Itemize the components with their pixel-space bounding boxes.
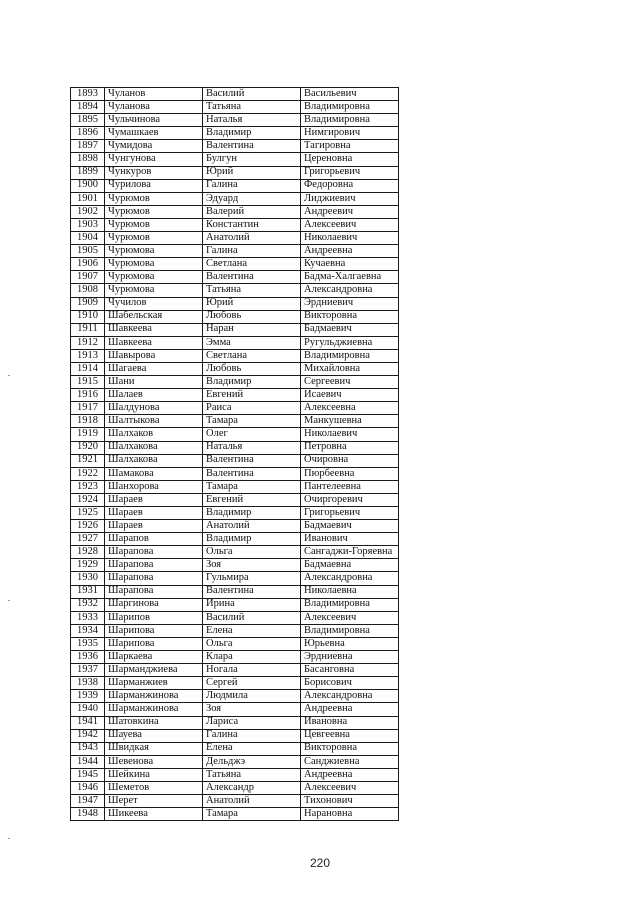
first-name-cell: Наталья	[203, 441, 301, 454]
row-number-cell: 1937	[71, 664, 105, 677]
table-row	[71, 428, 399, 441]
patronymic-cell: Васильевич	[301, 88, 399, 101]
first-name-cell: Эмма	[203, 336, 301, 349]
first-name-cell: Ирина	[203, 598, 301, 611]
patronymic-cell: Николаевич	[301, 232, 399, 245]
first-name-cell: Владимир	[203, 376, 301, 389]
first-name-cell: Наран	[203, 323, 301, 336]
last-name-cell: Чурюмова	[105, 271, 203, 284]
table-row	[71, 179, 399, 192]
first-name-cell: Елена	[203, 742, 301, 755]
row-number-cell: 1903	[71, 218, 105, 231]
last-name-cell: Шарапов	[105, 533, 203, 546]
first-name-cell: Валерий	[203, 205, 301, 218]
table-row	[71, 362, 399, 375]
table-row	[71, 454, 399, 467]
registry-table	[70, 87, 399, 821]
table-row	[71, 88, 399, 101]
patronymic-cell: Андреевич	[301, 205, 399, 218]
patronymic-cell: Андреевна	[301, 703, 399, 716]
row-number-cell: 1917	[71, 402, 105, 415]
last-name-cell: Шалхакова	[105, 454, 203, 467]
row-number-cell: 1920	[71, 441, 105, 454]
patronymic-cell: Алексеевич	[301, 781, 399, 794]
first-name-cell: Светлана	[203, 258, 301, 271]
table-row	[71, 192, 399, 205]
last-name-cell: Шалтыкова	[105, 415, 203, 428]
patronymic-cell: Александровна	[301, 690, 399, 703]
patronymic-cell: Цереновна	[301, 153, 399, 166]
row-number-cell: 1906	[71, 258, 105, 271]
patronymic-cell: Алексеевна	[301, 402, 399, 415]
last-name-cell: Чульчинова	[105, 114, 203, 127]
row-number-cell: 1911	[71, 323, 105, 336]
last-name-cell: Шеметов	[105, 781, 203, 794]
first-name-cell: Анатолий	[203, 795, 301, 808]
row-number-cell: 1932	[71, 598, 105, 611]
last-name-cell: Шараев	[105, 520, 203, 533]
page-number: 220	[309, 856, 331, 870]
table-row	[71, 493, 399, 506]
patronymic-cell: Владимировна	[301, 349, 399, 362]
row-number-cell: 1931	[71, 585, 105, 598]
first-name-cell: Наталья	[203, 114, 301, 127]
last-name-cell: Швидкая	[105, 742, 203, 755]
patronymic-cell: Владимировна	[301, 598, 399, 611]
row-number-cell: 1893	[71, 88, 105, 101]
table-row	[71, 467, 399, 480]
first-name-cell: Сергей	[203, 677, 301, 690]
row-number-cell: 1945	[71, 768, 105, 781]
last-name-cell: Шарапова	[105, 572, 203, 585]
table-row	[71, 651, 399, 664]
row-number-cell: 1894	[71, 101, 105, 114]
table-row	[71, 808, 399, 821]
first-name-cell: Евгений	[203, 389, 301, 402]
last-name-cell: Шанхорова	[105, 480, 203, 493]
patronymic-cell: Лиджиевич	[301, 192, 399, 205]
patronymic-cell: Очиргоревич	[301, 493, 399, 506]
last-name-cell: Чурюмова	[105, 284, 203, 297]
last-name-cell: Шаркаева	[105, 651, 203, 664]
patronymic-cell: Николаевич	[301, 428, 399, 441]
first-name-cell: Булгун	[203, 153, 301, 166]
row-number-cell: 1942	[71, 729, 105, 742]
last-name-cell: Шарманжинова	[105, 703, 203, 716]
first-name-cell: Владимир	[203, 507, 301, 520]
last-name-cell: Шарманжинова	[105, 690, 203, 703]
last-name-cell: Шани	[105, 376, 203, 389]
last-name-cell: Чуланова	[105, 101, 203, 114]
table-row	[71, 415, 399, 428]
last-name-cell: Шарапова	[105, 546, 203, 559]
first-name-cell: Дельджэ	[203, 755, 301, 768]
table-row	[71, 376, 399, 389]
row-number-cell: 1926	[71, 520, 105, 533]
table-row	[71, 271, 399, 284]
table-row	[71, 690, 399, 703]
table-row	[71, 245, 399, 258]
scan-artifact	[8, 375, 10, 376]
table-row	[71, 755, 399, 768]
last-name-cell: Чурилова	[105, 179, 203, 192]
table-row	[71, 677, 399, 690]
row-number-cell: 1925	[71, 507, 105, 520]
last-name-cell: Шавкеева	[105, 323, 203, 336]
last-name-cell: Шамакова	[105, 467, 203, 480]
patronymic-cell: Владимировна	[301, 624, 399, 637]
table-row	[71, 205, 399, 218]
table-row	[71, 781, 399, 794]
patronymic-cell: Пантелеевна	[301, 480, 399, 493]
first-name-cell: Татьяна	[203, 284, 301, 297]
table-row	[71, 349, 399, 362]
row-number-cell: 1921	[71, 454, 105, 467]
table-row	[71, 507, 399, 520]
patronymic-cell: Александровна	[301, 284, 399, 297]
last-name-cell: Шалхакова	[105, 441, 203, 454]
table-row	[71, 624, 399, 637]
row-number-cell: 1898	[71, 153, 105, 166]
row-number-cell: 1922	[71, 467, 105, 480]
patronymic-cell: Тагировна	[301, 140, 399, 153]
table-row	[71, 520, 399, 533]
row-number-cell: 1923	[71, 480, 105, 493]
table-row	[71, 127, 399, 140]
first-name-cell: Владимир	[203, 533, 301, 546]
patronymic-cell: Юрьевна	[301, 637, 399, 650]
first-name-cell: Людмила	[203, 690, 301, 703]
first-name-cell: Валентина	[203, 467, 301, 480]
last-name-cell: Шауева	[105, 729, 203, 742]
last-name-cell: Шарипова	[105, 624, 203, 637]
patronymic-cell: Ругульджиевна	[301, 336, 399, 349]
scan-artifact	[8, 838, 10, 839]
first-name-cell: Анатолий	[203, 232, 301, 245]
row-number-cell: 1897	[71, 140, 105, 153]
first-name-cell: Владимир	[203, 127, 301, 140]
scan-artifact	[8, 600, 10, 601]
row-number-cell: 1944	[71, 755, 105, 768]
table-row	[71, 336, 399, 349]
row-number-cell: 1946	[71, 781, 105, 794]
last-name-cell: Чурюмов	[105, 205, 203, 218]
row-number-cell: 1905	[71, 245, 105, 258]
row-number-cell: 1947	[71, 795, 105, 808]
table-row	[71, 585, 399, 598]
first-name-cell: Галина	[203, 729, 301, 742]
first-name-cell: Юрий	[203, 297, 301, 310]
row-number-cell: 1936	[71, 651, 105, 664]
last-name-cell: Шерет	[105, 795, 203, 808]
table-row	[71, 310, 399, 323]
last-name-cell: Шейкина	[105, 768, 203, 781]
first-name-cell: Тамара	[203, 808, 301, 821]
row-number-cell: 1899	[71, 166, 105, 179]
row-number-cell: 1941	[71, 716, 105, 729]
patronymic-cell: Иванович	[301, 533, 399, 546]
table-row	[71, 218, 399, 231]
patronymic-cell: Тихонович	[301, 795, 399, 808]
patronymic-cell: Владимировна	[301, 114, 399, 127]
registry-table-body	[71, 88, 399, 821]
first-name-cell: Валентина	[203, 585, 301, 598]
first-name-cell: Раиса	[203, 402, 301, 415]
last-name-cell: Шагаева	[105, 362, 203, 375]
table-row	[71, 166, 399, 179]
last-name-cell: Шевенова	[105, 755, 203, 768]
row-number-cell: 1896	[71, 127, 105, 140]
first-name-cell: Константин	[203, 218, 301, 231]
last-name-cell: Шавкеева	[105, 336, 203, 349]
last-name-cell: Чурюмов	[105, 232, 203, 245]
first-name-cell: Светлана	[203, 349, 301, 362]
first-name-cell: Тамара	[203, 415, 301, 428]
last-name-cell: Шалхаков	[105, 428, 203, 441]
patronymic-cell: Николаевна	[301, 585, 399, 598]
row-number-cell: 1940	[71, 703, 105, 716]
table-row	[71, 768, 399, 781]
last-name-cell: Шарманжиев	[105, 677, 203, 690]
row-number-cell: 1895	[71, 114, 105, 127]
table-row	[71, 572, 399, 585]
row-number-cell: 1907	[71, 271, 105, 284]
first-name-cell: Татьяна	[203, 768, 301, 781]
table-row	[71, 559, 399, 572]
first-name-cell: Елена	[203, 624, 301, 637]
first-name-cell: Валентина	[203, 271, 301, 284]
row-number-cell: 1938	[71, 677, 105, 690]
table-row	[71, 611, 399, 624]
patronymic-cell: Михайловна	[301, 362, 399, 375]
table-row	[71, 153, 399, 166]
first-name-cell: Евгений	[203, 493, 301, 506]
first-name-cell: Валентина	[203, 454, 301, 467]
last-name-cell: Чуланов	[105, 88, 203, 101]
row-number-cell: 1934	[71, 624, 105, 637]
last-name-cell: Шараев	[105, 507, 203, 520]
patronymic-cell: Бадмаевна	[301, 559, 399, 572]
first-name-cell: Зоя	[203, 703, 301, 716]
table-row	[71, 637, 399, 650]
patronymic-cell: Григорьевич	[301, 166, 399, 179]
last-name-cell: Шарипова	[105, 637, 203, 650]
row-number-cell: 1910	[71, 310, 105, 323]
last-name-cell: Чурюмов	[105, 218, 203, 231]
last-name-cell: Шавырова	[105, 349, 203, 362]
patronymic-cell: Эрдниевна	[301, 651, 399, 664]
first-name-cell: Галина	[203, 179, 301, 192]
row-number-cell: 1927	[71, 533, 105, 546]
patronymic-cell: Бадмаевич	[301, 323, 399, 336]
patronymic-cell: Алексеевич	[301, 611, 399, 624]
last-name-cell: Шарипов	[105, 611, 203, 624]
last-name-cell: Шарапова	[105, 585, 203, 598]
table-row	[71, 546, 399, 559]
table-row	[71, 140, 399, 153]
row-number-cell: 1924	[71, 493, 105, 506]
first-name-cell: Валентина	[203, 140, 301, 153]
row-number-cell: 1915	[71, 376, 105, 389]
last-name-cell: Шараев	[105, 493, 203, 506]
first-name-cell: Василий	[203, 611, 301, 624]
row-number-cell: 1900	[71, 179, 105, 192]
table-row	[71, 441, 399, 454]
row-number-cell: 1918	[71, 415, 105, 428]
patronymic-cell: Петровна	[301, 441, 399, 454]
first-name-cell: Любовь	[203, 310, 301, 323]
row-number-cell: 1930	[71, 572, 105, 585]
row-number-cell: 1928	[71, 546, 105, 559]
first-name-cell: Ольга	[203, 637, 301, 650]
last-name-cell: Чучилов	[105, 297, 203, 310]
patronymic-cell: Александровна	[301, 572, 399, 585]
last-name-cell: Шалдунова	[105, 402, 203, 415]
table-row	[71, 232, 399, 245]
last-name-cell: Чурюмова	[105, 245, 203, 258]
patronymic-cell: Кучаевна	[301, 258, 399, 271]
patronymic-cell: Пюрбеевна	[301, 467, 399, 480]
table-row	[71, 598, 399, 611]
patronymic-cell: Очировна	[301, 454, 399, 467]
row-number-cell: 1909	[71, 297, 105, 310]
patronymic-cell: Борисович	[301, 677, 399, 690]
row-number-cell: 1902	[71, 205, 105, 218]
patronymic-cell: Андреевна	[301, 245, 399, 258]
patronymic-cell: Сергеевич	[301, 376, 399, 389]
first-name-cell: Ольга	[203, 546, 301, 559]
table-row	[71, 101, 399, 114]
first-name-cell: Ногала	[203, 664, 301, 677]
first-name-cell: Татьяна	[203, 101, 301, 114]
table-row	[71, 664, 399, 677]
patronymic-cell: Басанговна	[301, 664, 399, 677]
patronymic-cell: Санджиевна	[301, 755, 399, 768]
patronymic-cell: Сангаджи-Горяевна	[301, 546, 399, 559]
row-number-cell: 1912	[71, 336, 105, 349]
patronymic-cell: Бадма-Халгаевна	[301, 271, 399, 284]
patronymic-cell: Эрдниевич	[301, 297, 399, 310]
patronymic-cell: Викторовна	[301, 742, 399, 755]
first-name-cell: Тамара	[203, 480, 301, 493]
last-name-cell: Чумашкаев	[105, 127, 203, 140]
patronymic-cell: Владимировна	[301, 101, 399, 114]
last-name-cell: Чункуров	[105, 166, 203, 179]
table-row	[71, 258, 399, 271]
row-number-cell: 1943	[71, 742, 105, 755]
table-row	[71, 795, 399, 808]
patronymic-cell: Нимгирович	[301, 127, 399, 140]
patronymic-cell: Викторовна	[301, 310, 399, 323]
table-row	[71, 480, 399, 493]
table-row	[71, 729, 399, 742]
first-name-cell: Юрий	[203, 166, 301, 179]
table-row	[71, 716, 399, 729]
table-row	[71, 284, 399, 297]
last-name-cell: Шатовкина	[105, 716, 203, 729]
row-number-cell: 1939	[71, 690, 105, 703]
last-name-cell: Чумидова	[105, 140, 203, 153]
last-name-cell: Шаргинова	[105, 598, 203, 611]
last-name-cell: Шикеева	[105, 808, 203, 821]
row-number-cell: 1919	[71, 428, 105, 441]
last-name-cell: Шарапова	[105, 559, 203, 572]
patronymic-cell: Нарановна	[301, 808, 399, 821]
first-name-cell: Зоя	[203, 559, 301, 572]
first-name-cell: Василий	[203, 88, 301, 101]
last-name-cell: Шарманджиева	[105, 664, 203, 677]
patronymic-cell: Ивановна	[301, 716, 399, 729]
first-name-cell: Клара	[203, 651, 301, 664]
first-name-cell: Лариса	[203, 716, 301, 729]
row-number-cell: 1913	[71, 349, 105, 362]
row-number-cell: 1933	[71, 611, 105, 624]
patronymic-cell: Алексеевич	[301, 218, 399, 231]
row-number-cell: 1929	[71, 559, 105, 572]
table-row	[71, 389, 399, 402]
row-number-cell: 1935	[71, 637, 105, 650]
patronymic-cell: Цевгеевна	[301, 729, 399, 742]
last-name-cell: Шабельская	[105, 310, 203, 323]
last-name-cell: Чунгунова	[105, 153, 203, 166]
patronymic-cell: Андреевна	[301, 768, 399, 781]
first-name-cell: Гульмира	[203, 572, 301, 585]
first-name-cell: Любовь	[203, 362, 301, 375]
row-number-cell: 1901	[71, 192, 105, 205]
row-number-cell: 1908	[71, 284, 105, 297]
last-name-cell: Чурюмова	[105, 258, 203, 271]
first-name-cell: Александр	[203, 781, 301, 794]
row-number-cell: 1904	[71, 232, 105, 245]
last-name-cell: Чурюмов	[105, 192, 203, 205]
patronymic-cell: Федоровна	[301, 179, 399, 192]
table-row	[71, 297, 399, 310]
table-row	[71, 533, 399, 546]
table-row	[71, 703, 399, 716]
table-row	[71, 402, 399, 415]
first-name-cell: Анатолий	[203, 520, 301, 533]
row-number-cell: 1948	[71, 808, 105, 821]
last-name-cell: Шалаев	[105, 389, 203, 402]
first-name-cell: Галина	[203, 245, 301, 258]
first-name-cell: Олег	[203, 428, 301, 441]
first-name-cell: Эдуард	[203, 192, 301, 205]
table-row	[71, 742, 399, 755]
patronymic-cell: Бадмаевич	[301, 520, 399, 533]
row-number-cell: 1916	[71, 389, 105, 402]
patronymic-cell: Исаевич	[301, 389, 399, 402]
table-row	[71, 323, 399, 336]
patronymic-cell: Манкушевна	[301, 415, 399, 428]
patronymic-cell: Григорьевич	[301, 507, 399, 520]
table-row	[71, 114, 399, 127]
row-number-cell: 1914	[71, 362, 105, 375]
